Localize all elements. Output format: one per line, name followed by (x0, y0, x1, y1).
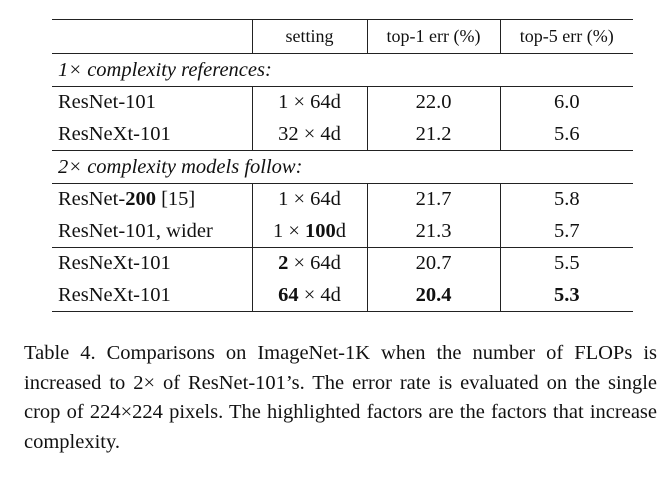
top1-cell: 20.7 (367, 248, 500, 280)
top1-cell: 22.0 (367, 87, 500, 119)
header-row (52, 20, 633, 54)
header-top1: top-1 err (%) (367, 20, 500, 54)
top5-cell: 6.0 (500, 87, 633, 119)
table-row (52, 119, 633, 151)
table-caption: Table 4. Comparisons on ImageNet-1K when the number of FLOPs is increased to 2× of ResNet-101’s. The error rate is evaluated on the single crop of 224×224 pixels. The highlighted factors are the factors that increase complexity. (24, 342, 657, 453)
top5-cell: 5.7 (500, 216, 633, 248)
top1-cell: 21.3 (367, 216, 500, 248)
table-row (52, 87, 633, 119)
group-row-1x (52, 54, 633, 87)
header-top5: top-5 err (%) (500, 20, 633, 54)
top1-cell: 21.2 (367, 119, 500, 151)
model-name: ResNet-101, wider (52, 216, 252, 248)
model-name: ResNet-101 (58, 91, 156, 113)
top5-cell: 5.3 (500, 280, 633, 312)
results-table-container (52, 19, 633, 312)
setting-cell: 1 × 64d (252, 184, 367, 216)
group-row-2x (52, 151, 633, 184)
setting-cell: 64 × 4d (252, 280, 367, 312)
top5-cell: 5.6 (500, 119, 633, 151)
results-table (52, 19, 633, 312)
model-name: ResNet-200 [15] (58, 188, 196, 210)
table-row (52, 216, 633, 248)
model-name: ResNeXt-101 (52, 119, 252, 151)
setting-cell: 2 × 64d (252, 248, 367, 280)
table-row (52, 280, 633, 312)
setting-cell: 1 × 100d (252, 216, 367, 248)
header-setting: setting (252, 20, 367, 54)
model-name: ResNeXt-101 (58, 252, 171, 274)
top1-cell: 20.4 (367, 280, 500, 312)
top1-cell: 21.7 (367, 184, 500, 216)
header-model (52, 20, 252, 54)
model-name: ResNeXt-101 (52, 280, 252, 312)
setting-cell: 32 × 4d (252, 119, 367, 151)
top5-cell: 5.5 (500, 248, 633, 280)
table-row (52, 184, 633, 216)
group-label-1x: 1× complexity references: (52, 54, 633, 87)
group-label-2x: 2× complexity models follow: (52, 151, 633, 184)
top5-cell: 5.8 (500, 184, 633, 216)
setting-cell: 1 × 64d (252, 87, 367, 119)
table-row (52, 248, 633, 280)
